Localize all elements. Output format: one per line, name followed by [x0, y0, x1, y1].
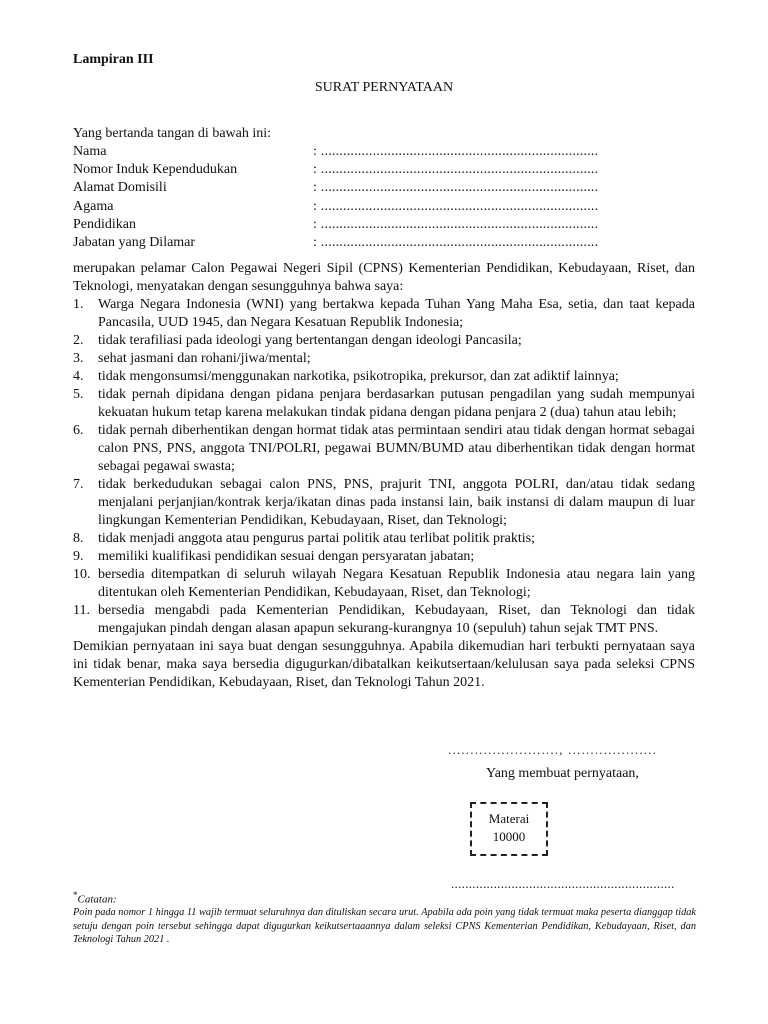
list-number: 7. — [73, 477, 84, 492]
list-item — [73, 530, 695, 548]
signature-line: ............................................................... — [451, 876, 675, 891]
list-item — [73, 332, 695, 350]
identity-fields — [73, 144, 633, 253]
list-number: 6. — [73, 423, 84, 438]
field-label: Jabatan yang Dilamar — [73, 234, 196, 250]
list-text: bersedia mengabdi pada Kementerian Pendidikan, Kebudayaan, Riset, dan Teknologi dan tidak mengajukan pindah dengan alasan apapun sekurang-kurangnya 10 (sepuluh) tahun sejak TMT PNS. — [98, 603, 695, 636]
list-text: Warga Negara Indonesia (WNI) yang bertakwa kepada Tuhan Yang Maha Esa, setia, dan taat kepada Pancasila, UUD 1945, dan Negara Kesatuan Republik Indonesia; — [98, 297, 695, 330]
list-text: bersedia ditempatkan di seluruh wilayah Negara Kesatuan Republik Indonesia atau negara lain yang ditentukan oleh Kementerian Pendidikan, Kebudayaan, Riset, dan Teknologi; — [98, 567, 695, 600]
note-text: Poin pada nomor 1 hingga 11 wajib termuat seluruhnya dan dituliskan secara urut. Apabila ada poin yang tidak termuat maka peserta dianggap tidak setuju dengan poin tersebut sehingga dapat digugurkan keikutsertaaannya dalam seleksi CPNS Kementerian Pendidikan, Kebudayaan, Riset, dan Teknologi Tahun 2021 . — [73, 907, 696, 945]
list-number: 1. — [73, 297, 84, 312]
list-text: tidak berkedudukan sebagai calon PNS, PNS, prajurit TNI, anggota POLRI, dan/atau tidak sedang menjalani perjanjian/kontrak kerja/ikatan dinas pada instansi lain, baik instansi di dalam maupun di luar lingkungan Kementerian Pendidikan, Kebudayaan, Riset, dan Teknologi; — [98, 477, 695, 528]
field-row-position — [73, 235, 633, 253]
field-row-religion — [73, 199, 633, 217]
list-text: tidak pernah dipidana dengan pidana penjara berdasarkan putusan pengadilan yang sudah mempunyai kekuatan hukum tetap karena melakukan tindak pidana dengan pidana penjara 2 (dua) tahun atau lebih; — [98, 387, 695, 420]
note-heading-text: Catatan: — [77, 893, 117, 906]
document-title-text: SURAT PERNYATAAN — [314, 80, 454, 95]
field-label: Nomor Induk Kependudukan — [73, 162, 238, 178]
list-item — [73, 422, 695, 476]
field-value: : ........................................................................... — [313, 144, 599, 159]
list-number: 9. — [73, 549, 84, 564]
field-label: Alamat Domisili — [73, 180, 167, 196]
statement-list — [73, 296, 695, 638]
attachment-label: Lampiran III — [73, 52, 154, 67]
statement-paragraph: merupakan pelamar Calon Pegawai Negeri Sipil (CPNS) Kementerian Pendidikan, Kebudayaan, Riset, dan Teknologi, menyatakan dengan sesungguhnya bahwa saya: — [73, 261, 695, 294]
list-text: tidak mengonsumsi/menggunakan narkotika, psikotropika, prekursor, dan zat adiktif lainnya; — [98, 369, 619, 384]
field-label: Agama — [73, 198, 114, 214]
note-marker: * — [73, 890, 78, 900]
signer-label: Yang membuat pernyataan, — [486, 766, 639, 781]
field-row-education — [73, 217, 633, 235]
list-number: 10. — [73, 567, 91, 582]
list-item — [73, 368, 695, 386]
list-text: sehat jasmani dan rohani/jiwa/mental; — [98, 351, 311, 366]
field-label: Nama — [73, 144, 107, 159]
stamp-value: 10000 — [492, 829, 526, 844]
list-number: 8. — [73, 531, 84, 546]
field-row-nik — [73, 162, 633, 180]
list-item — [73, 566, 695, 602]
statement-body — [73, 260, 695, 692]
note-heading — [73, 890, 117, 906]
field-row-address — [73, 180, 633, 198]
list-item — [73, 602, 695, 638]
stamp-label: Materai — [488, 811, 530, 826]
list-number: 11. — [73, 603, 90, 618]
list-item — [73, 350, 695, 368]
list-number: 3. — [73, 351, 84, 366]
list-item — [73, 548, 695, 566]
list-number: 4. — [73, 369, 84, 384]
field-value: : ........................................................................... — [313, 180, 599, 196]
field-value: : ........................................................................... — [313, 216, 599, 232]
list-text: tidak terafiliasi pada ideologi yang bertentangan dengan ideologi Pancasila; — [98, 333, 522, 348]
field-value: : ........................................................................... — [313, 234, 599, 250]
list-text: tidak menjadi anggota atau pengurus partai politik atau terlibat politik praktis; — [98, 531, 535, 546]
list-item — [73, 386, 695, 422]
stamp-box — [470, 802, 548, 856]
closing-paragraph: Demikian pernyataan ini saya buat dengan sesungguhnya. Apabila dikemudian hari terbukti pernyataan saya ini tidak benar, maka saya bersedia digugurkan/dibatalkan keikutsertaan/kelulusan saya pada seleksi CPNS Kementerian Pendidikan, Kebudayaan, Riset, dan Teknologi Tahun 2021. — [73, 639, 695, 690]
intro-text: Yang bertanda tangan di bawah ini: — [73, 126, 272, 141]
list-text: memiliki kualifikasi pendidikan sesuai dengan persyaratan jabatan; — [98, 549, 475, 564]
list-number: 5. — [73, 387, 84, 402]
field-value: : ........................................................................... — [313, 198, 599, 214]
document-title — [0, 80, 768, 96]
list-number: 2. — [73, 333, 84, 348]
field-value: : ........................................................................... — [313, 162, 599, 178]
list-item — [73, 296, 695, 332]
field-label: Pendidikan — [73, 216, 136, 232]
place-date-line: ........................., .................... — [448, 742, 658, 757]
field-row-name — [73, 144, 633, 162]
list-item — [73, 476, 695, 530]
list-text: tidak pernah diberhentikan dengan hormat tidak atas permintaan sendiri atau tidak dengan hormat sebagai calon PNS, PNS, anggota TNI/POLRI, pegawai BUMN/BUMD atau diberhentikan tidak dengan hormat sebagai pegawai swasta; — [98, 423, 695, 474]
